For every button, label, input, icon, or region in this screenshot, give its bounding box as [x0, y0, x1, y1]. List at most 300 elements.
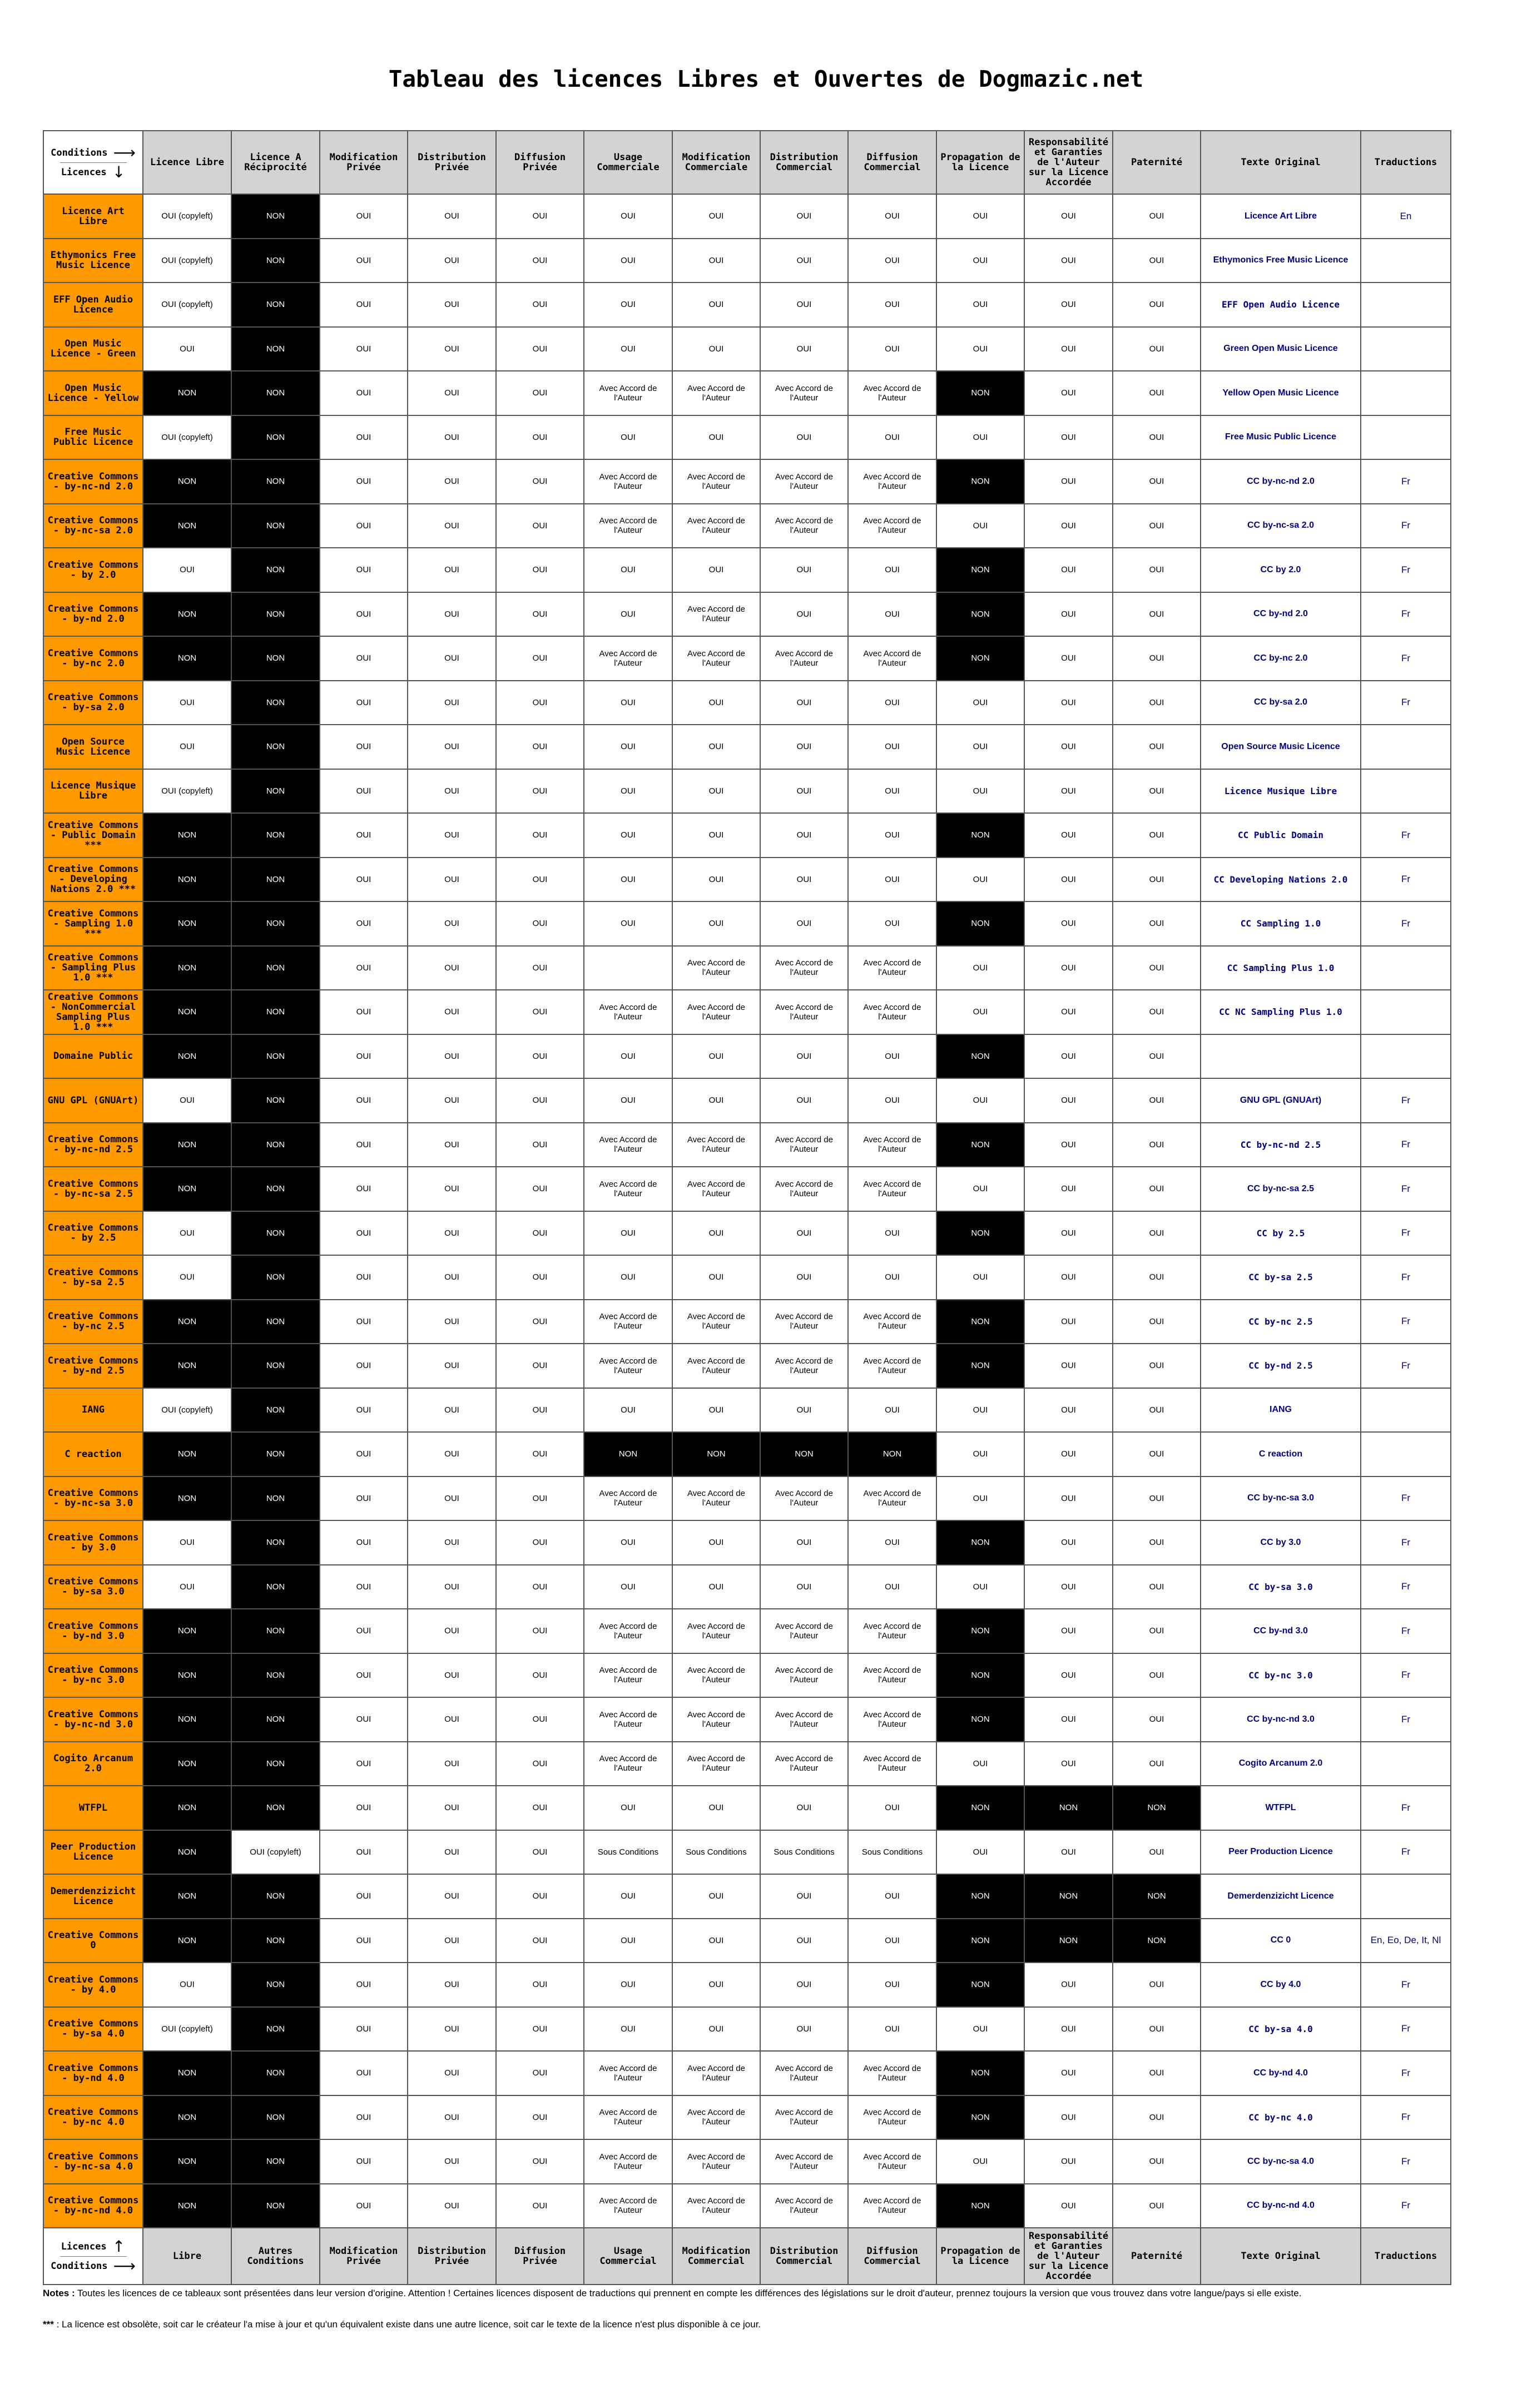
condition-cell: NON: [143, 2095, 231, 2140]
table-row: [43, 2139, 1451, 2184]
translation-link[interactable]: Fr: [1361, 813, 1451, 858]
condition-cell: Avec Accord de l'Auteur: [584, 990, 672, 1034]
translation-link[interactable]: Fr: [1361, 1123, 1451, 1167]
condition-cell: OUI: [320, 681, 408, 725]
condition-cell: OUI: [936, 327, 1024, 371]
condition-cell: OUI: [672, 1963, 760, 2007]
condition-cell: NON: [584, 1432, 672, 1476]
condition-cell: OUI: [408, 2051, 496, 2095]
condition-cell: OUI: [496, 2184, 584, 2228]
licence-text-link[interactable]: Yellow Open Music Licence: [1201, 371, 1361, 415]
licence-text-link[interactable]: CC Sampling Plus 1.0: [1201, 946, 1361, 990]
condition-cell: OUI: [320, 1300, 408, 1344]
table-row: [43, 1830, 1451, 1875]
condition-cell: OUI: [496, 283, 584, 327]
condition-cell: OUI: [936, 946, 1024, 990]
header-licence-libre: Licence Libre: [143, 131, 231, 194]
translation-link[interactable]: [1361, 769, 1451, 814]
condition-cell: NON: [143, 1432, 231, 1476]
translation-link[interactable]: [1361, 946, 1451, 990]
condition-cell: OUI: [496, 592, 584, 637]
translation-link[interactable]: Fr: [1361, 504, 1451, 548]
licence-text-link[interactable]: EFF Open Audio Licence: [1201, 283, 1361, 327]
translation-link[interactable]: [1361, 371, 1451, 415]
translation-link[interactable]: Fr: [1361, 2007, 1451, 2052]
table-row: [43, 1123, 1451, 1167]
licence-text-link[interactable]: CC by-sa 2.5: [1201, 1255, 1361, 1300]
licence-text-link[interactable]: Licence Art Libre: [1201, 194, 1361, 239]
licence-text-link[interactable]: CC by-nc-sa 2.0: [1201, 504, 1361, 548]
condition-cell: NON: [231, 1476, 320, 1521]
condition-cell: OUI: [1113, 1211, 1201, 1256]
condition-cell: NON: [936, 2184, 1024, 2228]
condition-cell: OUI: [848, 1255, 936, 1300]
condition-cell: Avec Accord de l'Auteur: [760, 946, 848, 990]
condition-cell: OUI: [408, 2095, 496, 2140]
condition-cell: Avec Accord de l'Auteur: [672, 2184, 760, 2228]
table-row: [43, 1874, 1451, 1919]
translation-link[interactable]: Fr: [1361, 1167, 1451, 1211]
translation-link[interactable]: [1361, 1388, 1451, 1433]
condition-cell: OUI: [496, 901, 584, 946]
table-row: [43, 990, 1451, 1034]
condition-cell: Avec Accord de l'Auteur: [848, 1344, 936, 1388]
condition-cell: OUI: [496, 1255, 584, 1300]
condition-cell: NON: [143, 1874, 231, 1919]
condition-cell: Avec Accord de l'Auteur: [584, 1609, 672, 1653]
licence-name: Creative Commons - by-nc 2.0: [43, 636, 143, 681]
condition-cell: OUI: [672, 2007, 760, 2052]
header-reciprocite: Licence A Réciprocité: [231, 131, 320, 194]
condition-cell: OUI: [936, 1476, 1024, 1521]
condition-cell: Avec Accord de l'Auteur: [848, 2184, 936, 2228]
condition-cell: NON: [231, 327, 320, 371]
condition-cell: OUI: [496, 1565, 584, 1609]
condition-cell: Avec Accord de l'Auteur: [848, 2095, 936, 2140]
condition-cell: NON: [231, 901, 320, 946]
condition-cell: OUI: [1113, 1078, 1201, 1123]
condition-cell: NON: [143, 636, 231, 681]
condition-cell: OUI: [320, 1919, 408, 1963]
condition-cell: Avec Accord de l'Auteur: [584, 1167, 672, 1211]
licence-text-link[interactable]: GNU GPL (GNUArt): [1201, 1078, 1361, 1123]
condition-cell: NON: [1024, 1786, 1113, 1830]
condition-cell: OUI: [1024, 2007, 1113, 2052]
translation-link[interactable]: Fr: [1361, 1963, 1451, 2007]
footer-diffusion-commercial: Diffusion Commercial: [848, 2228, 936, 2285]
condition-cell: Avec Accord de l'Auteur: [848, 1742, 936, 1786]
licence-text-link[interactable]: Licence Musique Libre: [1201, 769, 1361, 814]
condition-cell: Avec Accord de l'Auteur: [584, 1653, 672, 1698]
condition-cell: Avec Accord de l'Auteur: [760, 504, 848, 548]
condition-cell: OUI: [584, 548, 672, 592]
condition-cell: OUI: [1024, 194, 1113, 239]
condition-cell: OUI: [320, 946, 408, 990]
notes-text: Toutes les licences de ce tableaux sont présentées dans leur version d'origine. Attention ! Certaines licences disposent de traductions qui prennent en compte les différences des législations sur le droit d'auteur, prennez toujours la version que vous trouvez dans votre langue/pays si elle existe.: [75, 2288, 1302, 2298]
condition-cell: OUI: [1113, 858, 1201, 902]
table-row: [43, 1919, 1451, 1963]
licence-text-link[interactable]: CC by 3.0: [1201, 1520, 1361, 1565]
condition-cell: OUI: [936, 769, 1024, 814]
condition-cell: OUI: [496, 548, 584, 592]
translation-link[interactable]: [1361, 327, 1451, 371]
licence-text-link[interactable]: CC by-nc-nd 2.0: [1201, 459, 1361, 504]
condition-cell: OUI: [1113, 1034, 1201, 1079]
translation-link[interactable]: Fr: [1361, 548, 1451, 592]
translation-link[interactable]: [1361, 1432, 1451, 1476]
condition-cell: NON: [936, 901, 1024, 946]
condition-cell: OUI: [760, 901, 848, 946]
condition-cell: OUI: [408, 1742, 496, 1786]
condition-cell: OUI: [408, 1609, 496, 1653]
licence-text-link[interactable]: CC by-nc 4.0: [1201, 2095, 1361, 2140]
condition-cell: OUI: [408, 1919, 496, 1963]
condition-cell: OUI: [848, 1388, 936, 1433]
condition-cell: NON: [936, 592, 1024, 637]
condition-cell: OUI: [1024, 548, 1113, 592]
condition-cell: OUI: [1113, 1432, 1201, 1476]
translation-link[interactable]: En, Eo, De, It, Nl: [1361, 1919, 1451, 1963]
condition-cell: OUI: [672, 194, 760, 239]
condition-cell: OUI: [408, 548, 496, 592]
header-responsabilite: Responsabilité et Garanties de l'Auteur sur la Licence Accordée: [1024, 131, 1113, 194]
condition-cell: OUI: [584, 1255, 672, 1300]
condition-cell: OUI: [408, 2007, 496, 2052]
licence-text-link[interactable]: CC NC Sampling Plus 1.0: [1201, 990, 1361, 1034]
condition-cell: Avec Accord de l'Auteur: [672, 1476, 760, 1521]
condition-cell: OUI: [672, 1034, 760, 1079]
condition-cell: OUI: [1113, 990, 1201, 1034]
translation-link[interactable]: Fr: [1361, 1211, 1451, 1256]
condition-cell: OUI: [1113, 1609, 1201, 1653]
condition-cell: OUI: [320, 725, 408, 769]
condition-cell: OUI: [848, 1520, 936, 1565]
condition-cell: OUI: [1024, 636, 1113, 681]
condition-cell: OUI: [320, 1963, 408, 2007]
licence-text-link[interactable]: CC by-nc 2.5: [1201, 1300, 1361, 1344]
condition-cell: OUI: [496, 1344, 584, 1388]
condition-cell: OUI: [408, 1653, 496, 1698]
condition-cell: OUI: [848, 194, 936, 239]
condition-cell: OUI (copyleft): [231, 1830, 320, 1875]
condition-cell: OUI: [1024, 1520, 1113, 1565]
licence-text-link[interactable]: CC by-nc-nd 2.5: [1201, 1123, 1361, 1167]
translation-link[interactable]: Fr: [1361, 1255, 1451, 1300]
translation-link[interactable]: Fr: [1361, 1344, 1451, 1388]
condition-cell: OUI: [1113, 504, 1201, 548]
condition-cell: NON: [143, 459, 231, 504]
condition-cell: Avec Accord de l'Auteur: [584, 1300, 672, 1344]
condition-cell: NON: [231, 1520, 320, 1565]
condition-cell: OUI: [1024, 1653, 1113, 1698]
condition-cell: OUI: [672, 283, 760, 327]
condition-cell: OUI: [320, 1786, 408, 1830]
condition-cell: OUI: [320, 459, 408, 504]
licence-text-link[interactable]: CC by-sa 2.0: [1201, 681, 1361, 725]
condition-cell: NON: [231, 1653, 320, 1698]
condition-cell: OUI: [672, 548, 760, 592]
condition-cell: OUI: [1113, 1697, 1201, 1742]
licence-text-link[interactable]: Cogito Arcanum 2.0: [1201, 1742, 1361, 1786]
licence-text-link[interactable]: Demerdenzizicht Licence: [1201, 1874, 1361, 1919]
condition-cell: OUI: [408, 1830, 496, 1875]
condition-cell: OUI: [320, 1874, 408, 1919]
condition-cell: OUI: [760, 813, 848, 858]
licence-text-link[interactable]: CC Developing Nations 2.0: [1201, 858, 1361, 902]
condition-cell: OUI: [408, 1874, 496, 1919]
translation-link[interactable]: Fr: [1361, 1520, 1451, 1565]
licence-text-link[interactable]: [1201, 1034, 1361, 1079]
translation-link[interactable]: Fr: [1361, 459, 1451, 504]
translation-link[interactable]: Fr: [1361, 2139, 1451, 2184]
condition-cell: OUI (copyleft): [143, 194, 231, 239]
condition-cell: OUI: [320, 1697, 408, 1742]
translation-link[interactable]: [1361, 1034, 1451, 1079]
condition-cell: NON: [231, 813, 320, 858]
licence-text-link[interactable]: CC Sampling 1.0: [1201, 901, 1361, 946]
condition-cell: NON: [231, 592, 320, 637]
translation-link[interactable]: Fr: [1361, 1653, 1451, 1698]
licence-text-link[interactable]: CC by-nc 2.0: [1201, 636, 1361, 681]
condition-cell: NON: [231, 1255, 320, 1300]
licence-text-link[interactable]: CC 0: [1201, 1919, 1361, 1963]
condition-cell: Avec Accord de l'Auteur: [760, 1300, 848, 1344]
condition-cell: OUI: [320, 1476, 408, 1521]
condition-cell: NON: [936, 459, 1024, 504]
licence-text-link[interactable]: Free Music Public Licence: [1201, 415, 1361, 460]
condition-cell: OUI: [1113, 1167, 1201, 1211]
translation-link[interactable]: Fr: [1361, 1697, 1451, 1742]
licence-text-link[interactable]: CC Public Domain: [1201, 813, 1361, 858]
condition-cell: OUI: [936, 1565, 1024, 1609]
licence-text-link[interactable]: CC by-nc-sa 2.5: [1201, 1167, 1361, 1211]
condition-cell: OUI: [1024, 681, 1113, 725]
translation-link[interactable]: Fr: [1361, 1786, 1451, 1830]
translation-link[interactable]: Fr: [1361, 2095, 1451, 2140]
condition-cell: OUI: [1024, 901, 1113, 946]
translation-link[interactable]: [1361, 283, 1451, 327]
condition-cell: OUI: [1024, 769, 1113, 814]
notes-paragraph: [43, 2288, 1450, 2299]
corner-bottom-conditions-label: Conditions: [51, 2260, 108, 2272]
condition-cell: NON: [936, 371, 1024, 415]
condition-cell: OUI: [496, 2139, 584, 2184]
licence-text-link[interactable]: Ethymonics Free Music Licence: [1201, 239, 1361, 283]
condition-cell: OUI: [408, 2184, 496, 2228]
licence-text-link[interactable]: CC by-nc 3.0: [1201, 1653, 1361, 1698]
licence-text-link[interactable]: CC by-nd 3.0: [1201, 1609, 1361, 1653]
licence-text-link[interactable]: Open Source Music Licence: [1201, 725, 1361, 769]
condition-cell: NON: [143, 504, 231, 548]
licence-text-link[interactable]: CC by 4.0: [1201, 1963, 1361, 2007]
footer-distribution-privee: Distribution Privée: [408, 2228, 496, 2285]
condition-cell: NON: [231, 1742, 320, 1786]
condition-cell: NON: [936, 1344, 1024, 1388]
licence-name: Creative Commons - NonCommercial Sampling Plus 1.0 ***: [43, 990, 143, 1034]
licence-name: Creative Commons - by-nc-sa 3.0: [43, 1476, 143, 1521]
translation-link[interactable]: Fr: [1361, 636, 1451, 681]
translation-link[interactable]: Fr: [1361, 858, 1451, 902]
licence-name: Creative Commons - by-sa 4.0: [43, 2007, 143, 2052]
condition-cell: OUI: [760, 548, 848, 592]
licence-text-link[interactable]: Peer Production Licence: [1201, 1830, 1361, 1875]
licence-text-link[interactable]: CC by-nc-sa 4.0: [1201, 2139, 1361, 2184]
condition-cell: OUI: [408, 1520, 496, 1565]
translation-link[interactable]: [1361, 1742, 1451, 1786]
condition-cell: OUI: [1024, 327, 1113, 371]
condition-cell: OUI: [496, 1167, 584, 1211]
condition-cell: OUI: [320, 239, 408, 283]
header-traductions: Traductions: [1361, 131, 1451, 194]
obsolete-note: [43, 2319, 1450, 2330]
licence-text-link[interactable]: WTFPL: [1201, 1786, 1361, 1830]
condition-cell: NON: [231, 681, 320, 725]
licence-text-link[interactable]: Green Open Music Licence: [1201, 327, 1361, 371]
condition-cell: OUI: [584, 725, 672, 769]
table-row: [43, 1432, 1451, 1476]
condition-cell: NON: [936, 1211, 1024, 1256]
condition-cell: OUI: [584, 681, 672, 725]
translation-link[interactable]: Fr: [1361, 1609, 1451, 1653]
condition-cell: OUI: [584, 858, 672, 902]
translation-link[interactable]: [1361, 725, 1451, 769]
licence-text-link[interactable]: CC by-nc-sa 3.0: [1201, 1476, 1361, 1521]
translation-link[interactable]: [1361, 990, 1451, 1034]
licence-text-link[interactable]: CC by 2.5: [1201, 1211, 1361, 1256]
condition-cell: OUI: [1113, 1344, 1201, 1388]
licence-text-link[interactable]: IANG: [1201, 1388, 1361, 1433]
condition-cell: Avec Accord de l'Auteur: [848, 459, 936, 504]
licence-name: Creative Commons - by-nc-sa 4.0: [43, 2139, 143, 2184]
condition-cell: NON: [231, 2051, 320, 2095]
condition-cell: OUI: [1113, 1830, 1201, 1875]
condition-cell: NON: [231, 1167, 320, 1211]
condition-cell: OUI: [496, 371, 584, 415]
condition-cell: OUI: [672, 1520, 760, 1565]
licence-text-link[interactable]: CC by-nc-nd 4.0: [1201, 2184, 1361, 2228]
licence-text-link[interactable]: CC by-nd 2.0: [1201, 592, 1361, 637]
condition-cell: NON: [143, 901, 231, 946]
licence-text-link[interactable]: CC by-nd 4.0: [1201, 2051, 1361, 2095]
condition-cell: OUI: [584, 239, 672, 283]
condition-cell: OUI: [760, 858, 848, 902]
condition-cell: Avec Accord de l'Auteur: [760, 1123, 848, 1167]
condition-cell: Avec Accord de l'Auteur: [760, 1476, 848, 1521]
notes-label: Notes :: [43, 2288, 75, 2298]
condition-cell: Avec Accord de l'Auteur: [848, 1653, 936, 1698]
licence-text-link[interactable]: CC by-nd 2.5: [1201, 1344, 1361, 1388]
condition-cell: NON: [231, 1609, 320, 1653]
translation-link[interactable]: Fr: [1361, 592, 1451, 637]
licence-name: Peer Production Licence: [43, 1830, 143, 1875]
condition-cell: OUI: [1113, 1123, 1201, 1167]
condition-cell: OUI: [1024, 1476, 1113, 1521]
table-row: [43, 1388, 1451, 1433]
condition-cell: OUI: [320, 2184, 408, 2228]
translation-link[interactable]: Fr: [1361, 1830, 1451, 1875]
condition-cell: NON: [231, 2007, 320, 2052]
condition-cell: NON: [936, 1786, 1024, 1830]
table-row: [43, 858, 1451, 902]
condition-cell: OUI: [1113, 1388, 1201, 1433]
table-row: [43, 1520, 1451, 1565]
condition-cell: OUI: [584, 769, 672, 814]
translation-link[interactable]: Fr: [1361, 681, 1451, 725]
translation-link[interactable]: En: [1361, 194, 1451, 239]
condition-cell: OUI: [320, 1653, 408, 1698]
translation-link[interactable]: [1361, 239, 1451, 283]
condition-cell: Avec Accord de l'Auteur: [848, 1300, 936, 1344]
translation-link[interactable]: Fr: [1361, 2051, 1451, 2095]
licence-name: Domaine Public: [43, 1034, 143, 1079]
condition-cell: OUI: [1024, 1123, 1113, 1167]
condition-cell: OUI: [1113, 769, 1201, 814]
condition-cell: NON: [936, 2095, 1024, 2140]
condition-cell: OUI: [496, 2051, 584, 2095]
licence-text-link[interactable]: C reaction: [1201, 1432, 1361, 1476]
translation-link[interactable]: Fr: [1361, 1078, 1451, 1123]
condition-cell: OUI: [848, 1786, 936, 1830]
condition-cell: OUI: [1024, 1609, 1113, 1653]
condition-cell: OUI: [672, 1211, 760, 1256]
condition-cell: OUI: [1113, 636, 1201, 681]
translation-link[interactable]: [1361, 1874, 1451, 1919]
condition-cell: OUI (copyleft): [143, 415, 231, 460]
condition-cell: OUI: [1113, 681, 1201, 725]
condition-cell: OUI: [143, 1565, 231, 1609]
condition-cell: OUI: [496, 2007, 584, 2052]
condition-cell: OUI: [1113, 1476, 1201, 1521]
condition-cell: NON: [231, 2095, 320, 2140]
licence-name: Creative Commons - by-nd 2.5: [43, 1344, 143, 1388]
condition-cell: OUI: [848, 901, 936, 946]
translation-link[interactable]: Fr: [1361, 1300, 1451, 1344]
condition-cell: OUI: [584, 901, 672, 946]
licence-name: Creative Commons - by-nd 3.0: [43, 1609, 143, 1653]
condition-cell: OUI: [1024, 946, 1113, 990]
condition-cell: NON: [143, 813, 231, 858]
condition-cell: OUI: [672, 415, 760, 460]
condition-cell: Avec Accord de l'Auteur: [584, 636, 672, 681]
licence-text-link[interactable]: CC by-sa 3.0: [1201, 1565, 1361, 1609]
condition-cell: OUI: [320, 283, 408, 327]
condition-cell: OUI: [848, 415, 936, 460]
translation-link[interactable]: Fr: [1361, 1565, 1451, 1609]
translation-link[interactable]: Fr: [1361, 1476, 1451, 1521]
condition-cell: NON: [231, 1432, 320, 1476]
table-row: [43, 415, 1451, 460]
condition-cell: OUI: [936, 1388, 1024, 1433]
translation-link[interactable]: Fr: [1361, 2184, 1451, 2228]
condition-cell: OUI: [496, 504, 584, 548]
licence-text-link[interactable]: CC by-nc-nd 3.0: [1201, 1697, 1361, 1742]
condition-cell: Avec Accord de l'Auteur: [760, 990, 848, 1034]
table-row: [43, 1167, 1451, 1211]
table-row: [43, 504, 1451, 548]
condition-cell: OUI: [672, 769, 760, 814]
condition-cell: OUI: [936, 2139, 1024, 2184]
condition-cell: OUI: [936, 504, 1024, 548]
licence-name: Creative Commons - by-nc-nd 2.5: [43, 1123, 143, 1167]
licence-text-link[interactable]: CC by 2.0: [1201, 548, 1361, 592]
translation-link[interactable]: [1361, 415, 1451, 460]
licence-text-link[interactable]: CC by-sa 4.0: [1201, 2007, 1361, 2052]
condition-cell: Avec Accord de l'Auteur: [672, 1123, 760, 1167]
condition-cell: OUI: [1113, 2139, 1201, 2184]
header-diffusion-privee: Diffusion Privée: [496, 131, 584, 194]
condition-cell: OUI: [1024, 2139, 1113, 2184]
translation-link[interactable]: Fr: [1361, 901, 1451, 946]
